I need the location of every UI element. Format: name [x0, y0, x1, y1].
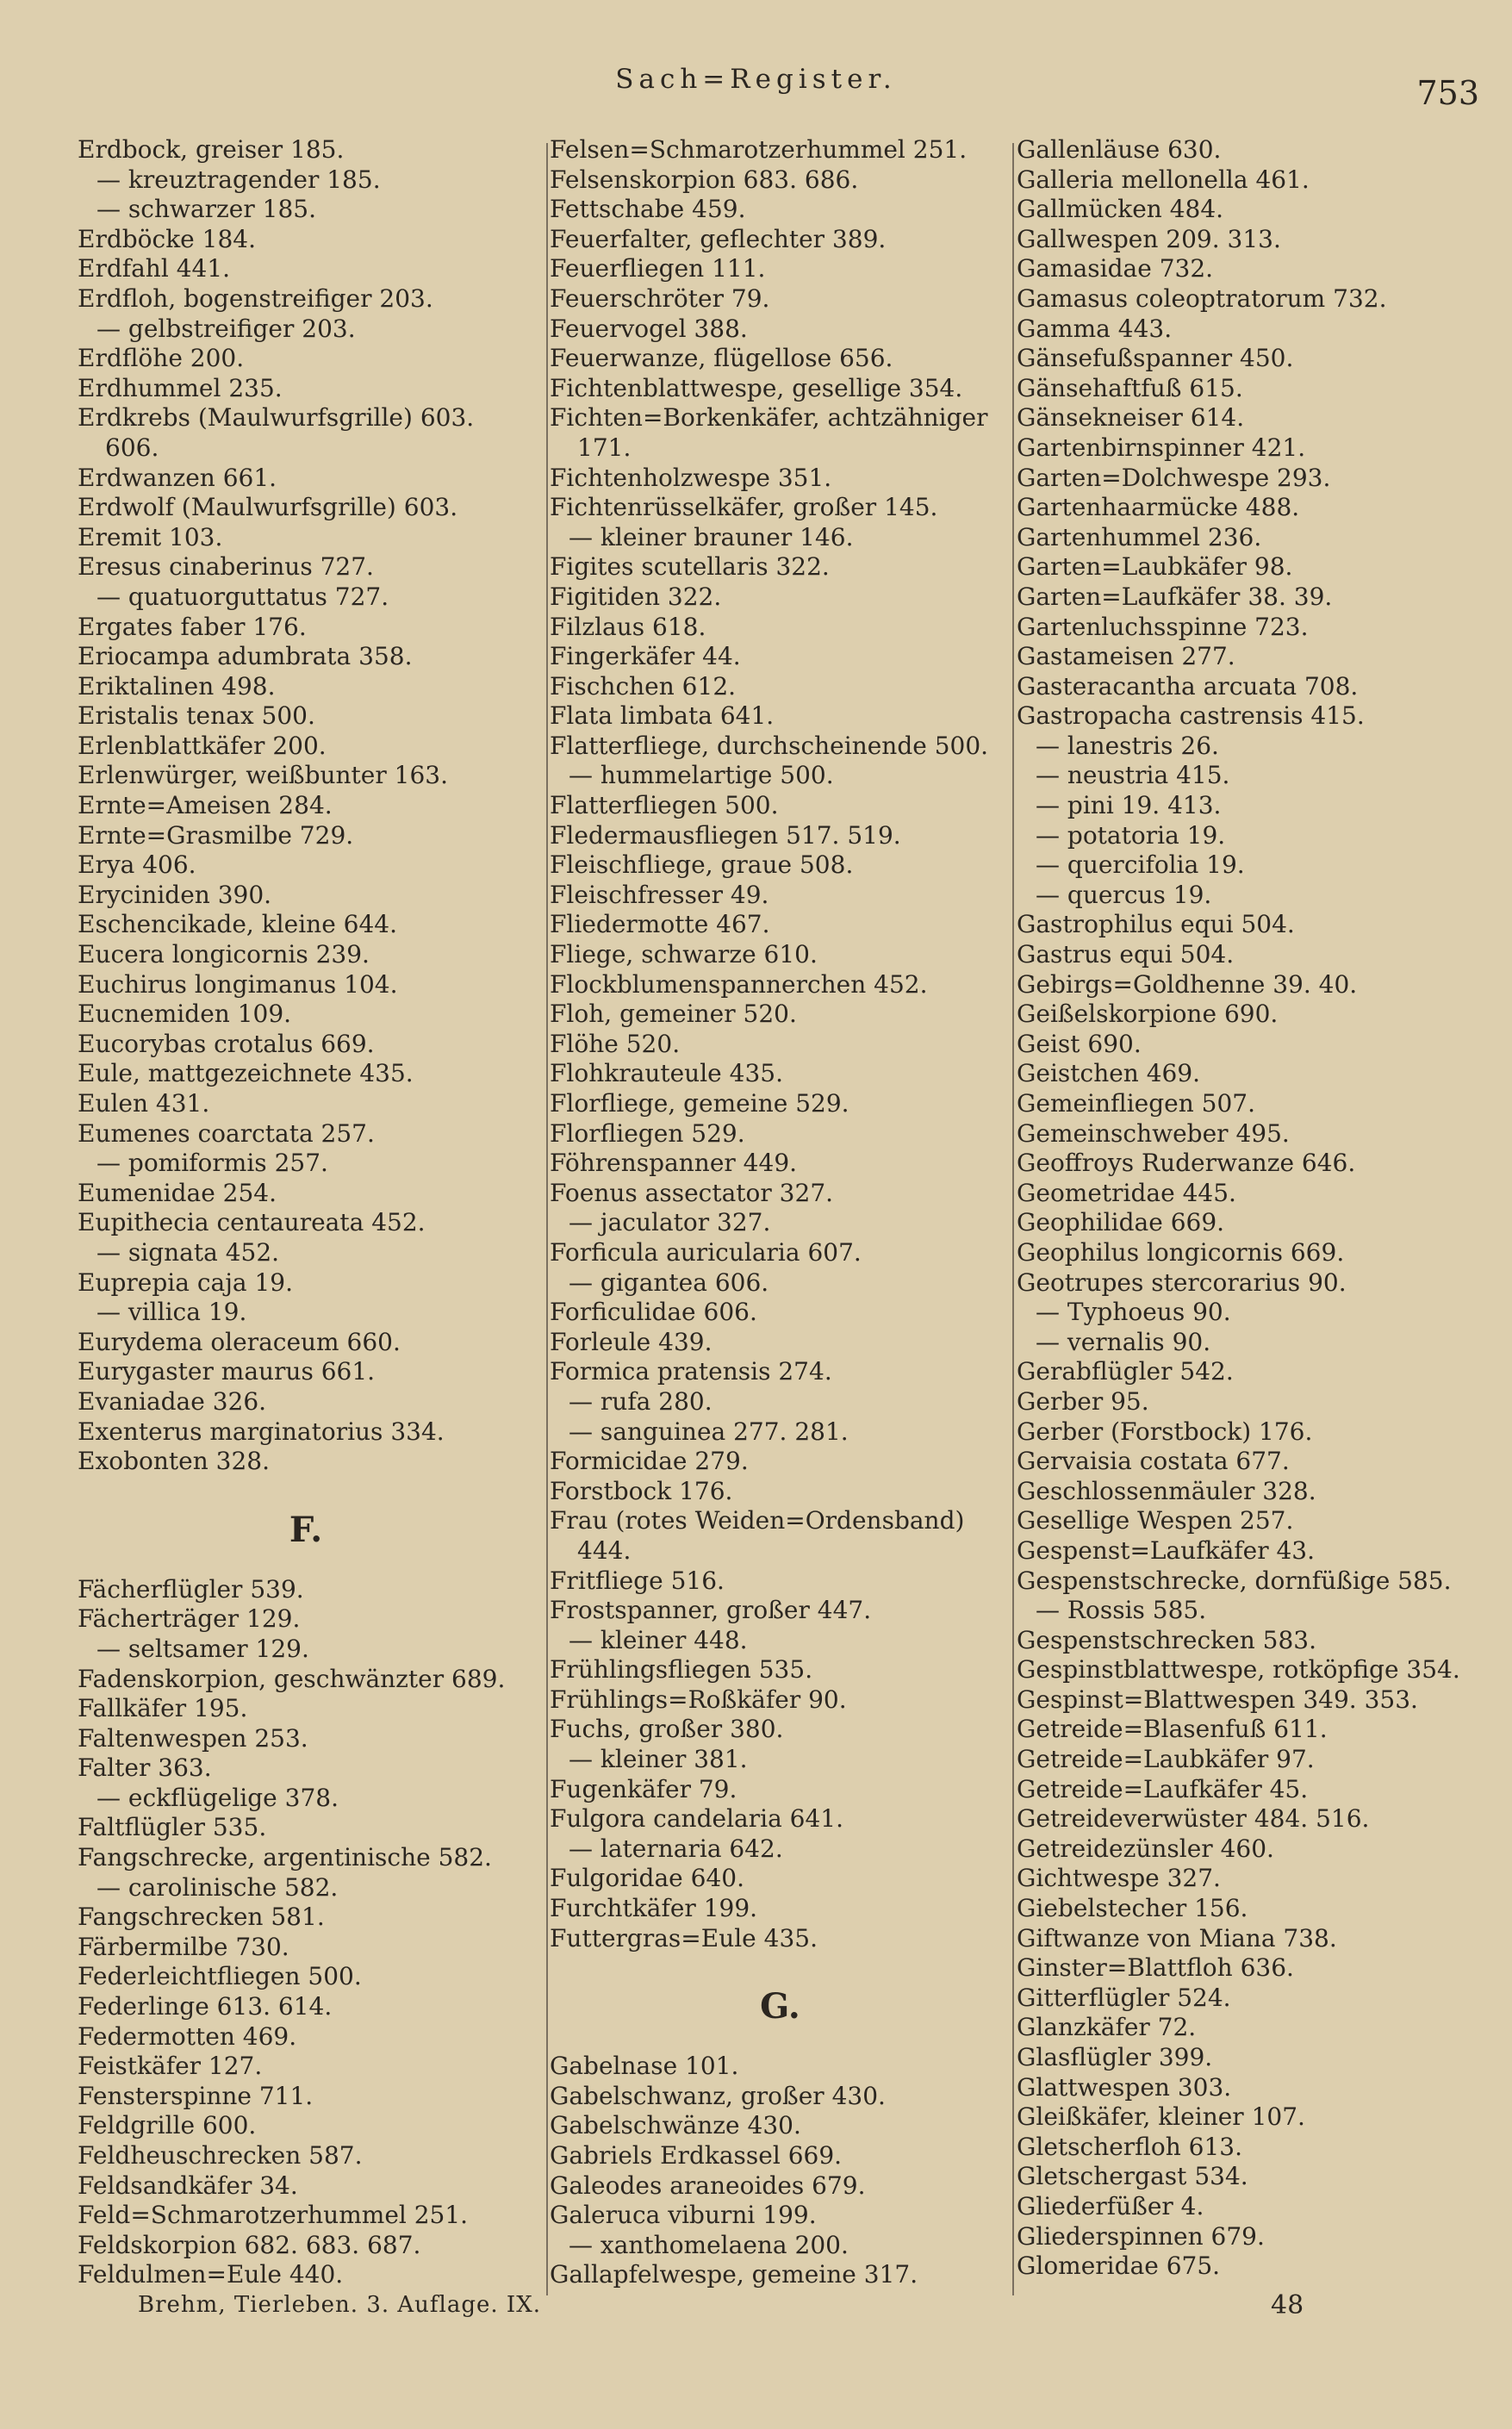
index-entry: Garten=Dolchwespe 293. — [1017, 463, 1331, 492]
index-entry: Feistkäfer 127. — [78, 2052, 263, 2081]
index-entry: Erdwanzen 661. — [78, 463, 277, 492]
column-rule — [546, 143, 548, 2295]
index-entry: Erdböcke 184. — [78, 224, 256, 253]
index-entry: Florfliege, gemeine 529. — [550, 1089, 849, 1118]
index-entry: Erlenwürger, weißbunter 163. — [78, 761, 449, 790]
index-entry: Getreide=Blasenfuß 611. — [1017, 1715, 1328, 1744]
index-entry: Feldsandkäfer 34. — [78, 2171, 298, 2200]
index-entry: — neustria 415. — [1036, 761, 1230, 790]
index-entry: Gabriels Erdkassel 669. — [550, 2141, 843, 2170]
index-entry: Eresus cinaberinus 727. — [78, 552, 374, 582]
index-entry: Getreidezünsler 460. — [1017, 1834, 1274, 1863]
index-entry: Giebelstecher 156. — [1017, 1894, 1248, 1923]
index-entry: Gartenluchsspinne 723. — [1017, 612, 1309, 641]
index-entry: — quatuorguttatus 727. — [96, 582, 389, 611]
index-entry: Giftwanze von Miana 738. — [1017, 1923, 1337, 1953]
index-entry: Gamma 443. — [1017, 314, 1173, 343]
index-entry: 606. — [105, 433, 159, 462]
index-entry: Flata limbata 641. — [550, 701, 775, 731]
index-entry: Gamasus coleoptratorum 732. — [1017, 283, 1387, 313]
index-entry: Geometridae 445. — [1017, 1178, 1236, 1207]
index-entry: Feldulmen=Eule 440. — [78, 2260, 344, 2289]
index-entry: Gabelschwänze 430. — [550, 2111, 801, 2140]
index-entry: Gartenhummel 236. — [1017, 522, 1262, 551]
index-entry: — seltsamer 129. — [96, 1634, 309, 1663]
index-entry: — Rossis 585. — [1036, 1596, 1207, 1625]
index-entry: Gervaisia costata 677. — [1017, 1447, 1290, 1476]
index-entry: Feuerfalter, geflechter 389. — [550, 224, 887, 253]
index-entry: — gelbstreifiger 203. — [96, 314, 356, 343]
index-entry: Fichtenholzwespe 351. — [550, 463, 832, 492]
index-entry: Erdflöhe 200. — [78, 344, 245, 373]
index-entry: Frau (rotes Weiden=Ordensband) — [550, 1506, 965, 1535]
index-entry: Glasflügler 399. — [1017, 2043, 1213, 2071]
index-entry: Gliederfüßer 4. — [1017, 2191, 1204, 2220]
index-entry: Fleischfresser 49. — [550, 880, 769, 909]
index-entry: Glomeridae 675. — [1017, 2251, 1221, 2281]
index-entry: Euchirus longimanus 104. — [78, 969, 398, 999]
index-entry: — lanestris 26. — [1036, 731, 1219, 760]
index-entry: Floh, gemeiner 520. — [550, 1000, 797, 1029]
index-entry: Erdfahl 441. — [78, 254, 231, 283]
index-entry: Faltflügler 535. — [78, 1813, 267, 1842]
index-entry: Fulgora candelaria 641. — [550, 1804, 844, 1834]
index-entry: — jaculator 327. — [569, 1208, 771, 1237]
index-entry: Flohkrauteule 435. — [550, 1059, 783, 1088]
index-entry: Fugenkäfer 79. — [550, 1774, 737, 1803]
index-entry: Frühlingsfliegen 535. — [550, 1655, 813, 1685]
index-column-3 — [1017, 135, 1465, 2282]
index-entry: Federmotten 469. — [78, 2021, 297, 2051]
index-entry: Gletscherfloh 613. — [1017, 2132, 1242, 2161]
index-entry: Felsen=Schmarotzerhummel 251. — [550, 135, 968, 164]
index-entry: Fledermausfliegen 517. 519. — [550, 820, 901, 850]
index-entry: Gasteracantha arcuata 708. — [1017, 671, 1359, 701]
index-entry: Flockblumenspannerchen 452. — [550, 969, 928, 999]
index-entry: Eriocampa adumbrata 358. — [78, 642, 413, 671]
index-entry: Galleria mellonella 461. — [1017, 165, 1310, 194]
index-entry: Gerber (Forstbock) 176. — [1017, 1417, 1313, 1446]
index-entry: Eurygaster maurus 661. — [78, 1357, 376, 1386]
index-entry: Glanzkäfer 72. — [1017, 2013, 1197, 2042]
index-entry: Gänsefußspanner 450. — [1017, 344, 1294, 373]
index-entry: Gallapfelwespe, gemeine 317. — [550, 2260, 918, 2289]
section-letter-f: F. — [289, 1509, 323, 1550]
index-entry: Flatterfliege, durchscheinende 500. — [550, 731, 989, 760]
index-entry: Fächerflügler 539. — [78, 1574, 304, 1604]
index-entry: Gartenbirnspinner 421. — [1017, 433, 1306, 462]
index-entry: Garten=Laubkäfer 98. — [1017, 552, 1293, 582]
index-entry: Formica pratensis 274. — [550, 1357, 832, 1386]
index-entry: Futtergras=Eule 435. — [550, 1923, 818, 1953]
index-entry: Frühlings=Roßkäfer 90. — [550, 1685, 847, 1714]
index-entry: Geißelskorpione 690. — [1017, 1000, 1279, 1029]
index-entry: Fischchen 612. — [550, 671, 737, 701]
index-entry: Gastrophilus equi 504. — [1017, 910, 1295, 939]
index-entry: Fadenskorpion, geschwänzter 689. — [78, 1664, 506, 1693]
index-entry: Gespinst=Blattwespen 349. 353. — [1017, 1685, 1418, 1714]
index-entry: — kreuztragender 185. — [96, 165, 381, 194]
index-entry: Erya 406. — [78, 850, 196, 880]
index-entry: — kleiner brauner 146. — [569, 522, 854, 551]
index-entry: Gabelschwanz, großer 430. — [550, 2081, 886, 2110]
index-entry: Forleule 439. — [550, 1327, 712, 1356]
index-entry: — rufa 280. — [569, 1386, 712, 1416]
index-entry: Frostspanner, großer 447. — [550, 1596, 872, 1625]
index-entry: 444. — [577, 1535, 632, 1565]
index-entry: Geoffroys Ruderwanze 646. — [1017, 1149, 1356, 1178]
index-entry: — hummelartige 500. — [569, 761, 834, 790]
index-entry: Geist 690. — [1017, 1029, 1142, 1058]
index-entry: Gastameisen 277. — [1017, 642, 1235, 671]
index-entry: Feuerschröter 79. — [550, 283, 770, 313]
index-entry: Geophilus longicornis 669. — [1017, 1237, 1345, 1267]
index-entry: Gespenstschrecken 583. — [1017, 1625, 1316, 1654]
index-entry: Gitterflügler 524. — [1017, 1983, 1231, 2012]
index-entry: Feuervogel 388. — [550, 314, 748, 343]
index-entry: Gletschergast 534. — [1017, 2162, 1248, 2191]
index-entry: — kleiner 381. — [569, 1745, 748, 1774]
index-entry: Gespenstschrecke, dornfüßige 585. — [1017, 1566, 1452, 1595]
index-entry: Eulen 431. — [78, 1089, 210, 1118]
index-entry: Fliedermotte 467. — [550, 910, 770, 939]
index-entry: — potatoria 19. — [1036, 820, 1226, 850]
index-entry: Federleichtfliegen 500. — [78, 1962, 362, 1991]
index-entry: Flöhe 520. — [550, 1029, 681, 1058]
index-entry: Ergates faber 176. — [78, 612, 307, 641]
index-entry: Erdwolf (Maulwurfsgrille) 603. — [78, 493, 458, 522]
index-entry: Gallmücken 484. — [1017, 195, 1224, 224]
entry-list — [78, 1575, 534, 2290]
entry-list — [78, 135, 534, 1477]
index-entry: Exenterus marginatorius 334. — [78, 1417, 445, 1446]
index-entry: Gastrus equi 504. — [1017, 940, 1235, 969]
index-entry: Feuerfliegen 111. — [550, 254, 766, 283]
index-entry: Eule, mattgezeichnete 435. — [78, 1059, 414, 1088]
index-entry: Gleißkäfer, kleiner 107. — [1017, 2102, 1305, 2132]
index-entry: Filzlaus 618. — [550, 612, 706, 641]
index-entry: Fichten=Borkenkäfer, achtzähniger — [550, 403, 988, 433]
index-entry: Eumenidae 254. — [78, 1178, 277, 1207]
index-entry: Forficula auricularia 607. — [550, 1237, 862, 1267]
index-entry: Föhrenspanner 449. — [550, 1149, 798, 1178]
index-entry: Gallwespen 209. 313. — [1017, 224, 1281, 253]
index-entry: — xanthomelaena 200. — [569, 2230, 849, 2259]
index-entry: Gabelnase 101. — [550, 2052, 739, 2081]
index-entry: Gartenhaarmücke 488. — [1017, 493, 1300, 522]
index-entry: Glattwespen 303. — [1017, 2072, 1232, 2102]
index-entry: Euprepia caja 19. — [78, 1267, 294, 1297]
index-entry: Federlinge 613. 614. — [78, 1992, 333, 2021]
index-entry: Feldheuschrecken 587. — [78, 2141, 363, 2170]
index-entry: Galeruca viburni 199. — [550, 2201, 817, 2230]
index-entry: Florfliegen 529. — [550, 1118, 745, 1148]
index-entry: Gespinstblattwespe, rotköpfige 354. — [1017, 1655, 1460, 1685]
index-entry: Forstbock 176. — [550, 1476, 733, 1505]
index-entry: — quercifolia 19. — [1036, 850, 1245, 880]
index-entry: Ginster=Blattfloh 636. — [1017, 1953, 1294, 1983]
index-entry: Fallkäfer 195. — [78, 1694, 248, 1723]
index-entry: Gichtwespe 327. — [1017, 1864, 1221, 1893]
index-entry: — signata 452. — [96, 1237, 280, 1267]
signature-mark: 48 — [1271, 2290, 1304, 2320]
index-entry: — pini 19. 413. — [1036, 791, 1222, 820]
index-entry: Gastropacha castrensis 415. — [1017, 701, 1365, 731]
index-entry: Figites scutellaris 322. — [550, 552, 830, 582]
index-entry: Erdhummel 235. — [78, 373, 283, 402]
index-entry: Gebirgs=Goldhenne 39. 40. — [1017, 969, 1358, 999]
index-entry: Eryciniden 390. — [78, 880, 272, 909]
index-entry: Faltenwespen 253. — [78, 1723, 308, 1753]
index-entry: Eucera longicornis 239. — [78, 940, 370, 969]
index-entry: Gamasidae 732. — [1017, 254, 1214, 283]
index-entry: Fulgoridae 640. — [550, 1864, 744, 1893]
index-entry: Gänsehaftfuß 615. — [1017, 373, 1243, 402]
index-entry: Fangschrecken 581. — [78, 1903, 325, 1932]
index-entry: Getreideverwüster 484. 516. — [1017, 1804, 1370, 1834]
index-entry: Galeodes araneoides 679. — [550, 2171, 866, 2200]
index-entry: Ernte=Grasmilbe 729. — [78, 820, 354, 850]
index-entry: Fleischfliege, graue 508. — [550, 850, 854, 880]
index-entry: Erdfloh, bogenstreifiger 203. — [78, 283, 433, 313]
index-entry: — schwarzer 185. — [96, 195, 316, 224]
entry-list — [1017, 135, 1465, 2282]
index-entry: Geotrupes stercorarius 90. — [1017, 1267, 1347, 1297]
imprint-line: Brehm, Tierleben. 3. Auflage. IX. — [138, 2292, 541, 2318]
index-entry: Eupithecia centaureata 452. — [78, 1208, 426, 1237]
index-entry: Gallenläuse 630. — [1017, 135, 1222, 164]
index-entry: Fettschabe 459. — [550, 195, 746, 224]
index-entry: Eurydema oleraceum 660. — [78, 1327, 401, 1356]
index-entry: 171. — [577, 433, 632, 462]
index-entry: Ernte=Ameisen 284. — [78, 791, 333, 820]
index-entry: Erdbock, greiser 185. — [78, 135, 345, 164]
index-entry: — carolinische 582. — [96, 1872, 339, 1902]
section-letter-g: G. — [760, 1986, 800, 2027]
index-entry: Fangschrecke, argentinische 582. — [78, 1843, 492, 1872]
index-entry: Gliederspinnen 679. — [1017, 2221, 1265, 2251]
index-entry: — pomiformis 257. — [96, 1149, 328, 1178]
index-entry: Erlenblattkäfer 200. — [78, 731, 327, 760]
index-column-1 — [78, 135, 534, 2290]
index-entry: Flatterfliegen 500. — [550, 791, 779, 820]
index-entry: Gemeinfliegen 507. — [1017, 1089, 1256, 1118]
column-rule — [1012, 143, 1014, 2295]
index-entry: Eremit 103. — [78, 522, 223, 551]
index-entry: Foenus assectator 327. — [550, 1178, 834, 1207]
index-entry: Exobonten 328. — [78, 1447, 271, 1476]
index-entry: Feld=Schmarotzerhummel 251. — [78, 2201, 469, 2230]
index-entry: Gerber 95. — [1017, 1386, 1149, 1416]
index-entry: Figitiden 322. — [550, 582, 722, 611]
index-entry: Eristalis tenax 500. — [78, 701, 315, 731]
index-entry: — sanguinea 277. 281. — [569, 1417, 849, 1446]
index-entry: — Typhoeus 90. — [1036, 1298, 1231, 1327]
index-entry: — villica 19. — [96, 1298, 247, 1327]
index-entry: Getreide=Laufkäfer 45. — [1017, 1774, 1309, 1803]
index-entry: Fensterspinne 711. — [78, 2081, 314, 2110]
index-entry: Feuerwanze, flügellose 656. — [550, 344, 893, 373]
index-entry: Fliege, schwarze 610. — [550, 940, 818, 969]
index-entry: Eucorybas crotalus 669. — [78, 1029, 375, 1058]
running-head: Sach=Register. — [615, 64, 897, 95]
index-entry: — kleiner 448. — [569, 1625, 748, 1654]
index-entry: Fuchs, großer 380. — [550, 1715, 784, 1744]
page-number: 753 — [1416, 74, 1479, 112]
entry-list — [550, 135, 1011, 1953]
index-entry: — laternaria 642. — [569, 1834, 783, 1863]
index-entry: Geistchen 469. — [1017, 1059, 1201, 1088]
index-entry: Eucnemiden 109. — [78, 1000, 292, 1029]
index-entry: Fächerträger 129. — [78, 1604, 301, 1634]
entry-list — [550, 2052, 1011, 2290]
index-entry: Gemeinschweber 495. — [1017, 1118, 1290, 1148]
index-entry: Erdkrebs (Maulwurfsgrille) 603. — [78, 403, 475, 433]
index-entry: Geschlossenmäuler 328. — [1017, 1476, 1316, 1505]
index-entry: Formicidae 279. — [550, 1447, 749, 1476]
index-entry: Gerabflügler 542. — [1017, 1357, 1234, 1386]
index-entry: Färbermilbe 730. — [78, 1932, 289, 1961]
index-entry: Garten=Laufkäfer 38. 39. — [1017, 582, 1333, 611]
index-entry: Geophilidae 669. — [1017, 1208, 1225, 1237]
index-entry: Evaniadae 326. — [78, 1386, 267, 1416]
index-entry: Getreide=Laubkäfer 97. — [1017, 1745, 1315, 1774]
index-entry: Falter 363. — [78, 1753, 212, 1783]
index-entry: — eckflügelige 378. — [96, 1783, 339, 1812]
index-entry: Feldgrille 600. — [78, 2111, 257, 2140]
index-entry: — gigantea 606. — [569, 1267, 769, 1297]
index-entry: — vernalis 90. — [1036, 1327, 1211, 1356]
index-entry: Eschencikade, kleine 644. — [78, 910, 398, 939]
index-entry: Fingerkäfer 44. — [550, 642, 741, 671]
index-column-2 — [550, 135, 1011, 2290]
index-entry: Eriktalinen 498. — [78, 671, 276, 701]
index-entry: Fritfliege 516. — [550, 1566, 725, 1595]
index-entry: Fichtenblattwespe, gesellige 354. — [550, 373, 963, 402]
index-entry: Fichtenrüsselkäfer, großer 145. — [550, 493, 938, 522]
index-entry: Felsenskorpion 683. 686. — [550, 165, 859, 194]
index-entry: Eumenes coarctata 257. — [78, 1118, 375, 1148]
index-entry: Furchtkäfer 199. — [550, 1894, 758, 1923]
index-entry: — quercus 19. — [1036, 880, 1212, 909]
index-entry: Gesellige Wespen 257. — [1017, 1506, 1294, 1535]
index-entry: Gänsekneiser 614. — [1017, 403, 1245, 433]
index-entry: Gespenst=Laufkäfer 43. — [1017, 1535, 1316, 1565]
index-entry: Forficulidae 606. — [550, 1298, 757, 1327]
index-entry: Feldskorpion 682. 683. 687. — [78, 2230, 421, 2259]
